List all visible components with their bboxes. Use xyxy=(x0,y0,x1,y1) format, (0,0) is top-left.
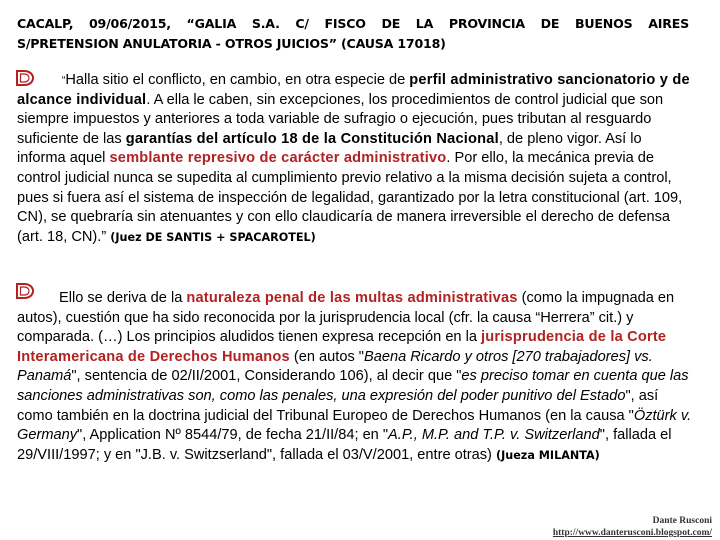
p2-text-1: Ello se deriva de la xyxy=(59,290,187,306)
p1-text-1: Halla sitio el conflicto, en cambio, en otra especie de xyxy=(65,72,410,88)
p1-highlight-semblante: semblante represivo de carácter administrativo xyxy=(109,150,447,167)
p1-text-2: . A ella le caben, sin excepciones, los procedimientos de control judicial que son siempre impuestos y anteriores a toda variable de sufragio o ejecución, pues tributan al resguardo suficiente de las xyxy=(17,91,664,147)
footer-author: Dante Rusconi xyxy=(652,516,712,526)
p2-text-6: ", Application Nº 8544/79, de fecha 21/II/84; en " xyxy=(77,427,389,444)
p1-highlight-perfil: perfil administrativo sancionatorio y de alcance individual xyxy=(17,72,690,108)
case-title-line-2: S/PRETENSION ANULATORIA - OTROS JUICIOS” (CAUSA 17018) xyxy=(17,36,446,51)
p1-text-3: , de pleno vigor. Así lo informa aquel xyxy=(17,130,642,167)
footer-blog-link[interactable]: http://www.danterusconi.blogspot.com/ xyxy=(552,528,712,538)
quote-paragraph-2 xyxy=(17,289,693,465)
p2-text-4: ", sentencia de 02/II/2001, Considerando 106), al decir que " xyxy=(71,368,462,385)
p1-judge-attribution: (Juez DE SANTIS + SPACAROTEL) xyxy=(110,230,316,244)
footer-credit xyxy=(553,515,712,539)
p1-text-4: . Por ello, la mecánica previa de control judicial nunca se supedita al cumplimiento previo relativo a la misma decisión sujeta a control, pues si fuera así el sistema de inspección de legalidad, garantizado por la letra constitucional (art. 109, CN), se quebraría sin atenuantes y con ello claudicaría de manera irreversible el derecho de defensa (art. 18, CN).” xyxy=(17,150,683,245)
p2-case-ozturk: Öztürk v. Germany xyxy=(17,407,692,444)
p2-case-ap-mp-tp: A.P., M.P. and T.P. v. Switzerland xyxy=(388,427,600,444)
p2-judge-attribution: (Jueza MILANTA) xyxy=(495,448,600,462)
p2-text-2: (como la impugnada en autos), cuestión que ha sido reconocida por la jurisprudencia local (cfr. la causa “Herrera” cit.) y comparada. (…) Los principios aludidos tienen expresa recepción en la xyxy=(17,290,675,346)
p2-text-3: (en autos " xyxy=(289,348,364,365)
case-title-line-1: CACALP, 09/06/2015, “GALIA S.A. C/ FISCO DE LA PROVINCIA DE BUENOS AIRES xyxy=(17,16,689,31)
p2-case-baena: Baena Ricardo y otros [270 trabajadores] vs. Panamá xyxy=(17,348,653,385)
case-title xyxy=(17,14,689,54)
opening-quote: “ xyxy=(62,75,66,86)
p2-highlight-corte-idh: jurisprudencia de la Corte Interamericana de Derechos Humanos xyxy=(17,329,667,365)
p2-highlight-naturaleza: naturaleza penal de las multas administrativas xyxy=(186,290,518,306)
quote-paragraph-1 xyxy=(17,71,693,247)
p2-quote-sanciones: es preciso tomar en cuenta que las sanciones administrativas son, como las penales, una expresión del poder punitivo del Estado xyxy=(17,368,689,404)
p1-highlight-garantias: garantías del artículo 18 de la Constitución Nacional xyxy=(125,130,499,147)
p2-text-7: ", fallada el 29/VIII/1997; y en "J.B. v. Switzserland", fallada el 03/V/2001, entre otras) xyxy=(17,427,672,463)
p2-text-5: ", así como también en la doctrina judicial del Tribunal Europeo de Derechos Humanos (en la causa " xyxy=(17,387,659,424)
